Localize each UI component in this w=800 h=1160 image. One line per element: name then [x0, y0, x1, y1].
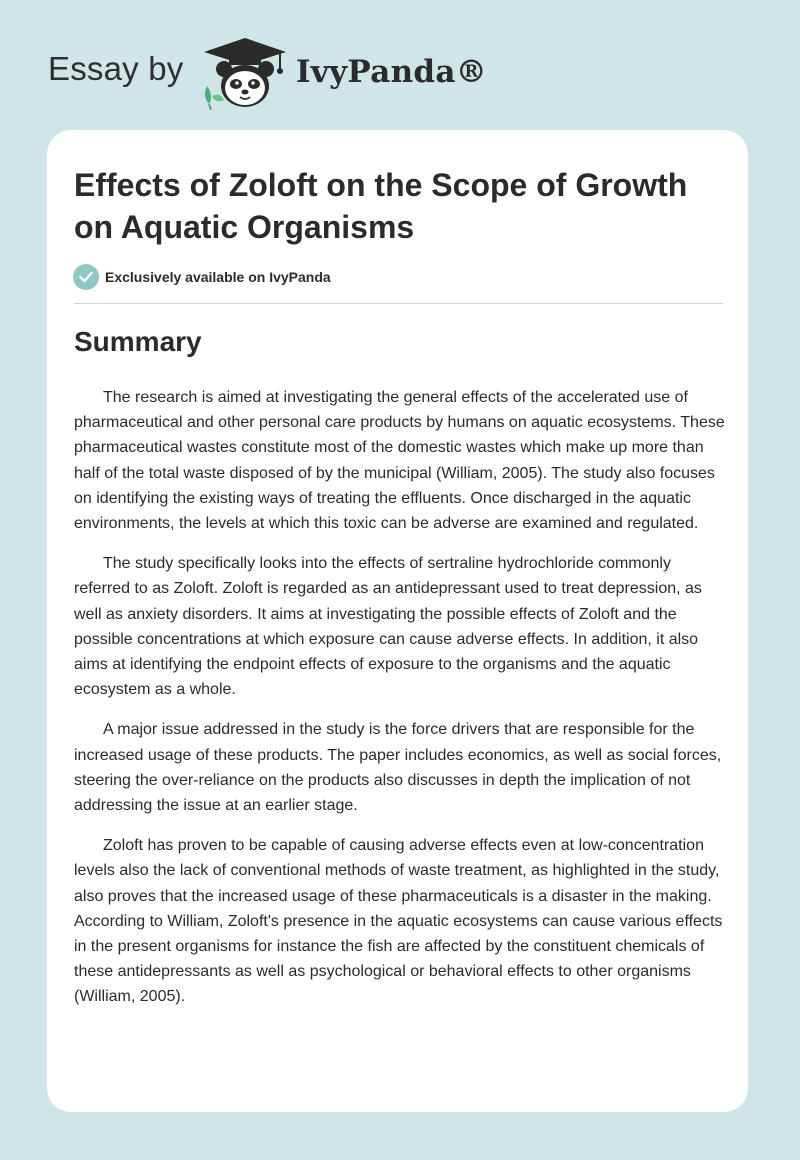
check-circle-icon	[73, 264, 99, 290]
title-divider	[74, 303, 723, 304]
brand-prefix: Essay by	[48, 50, 184, 87]
essay-card	[47, 130, 748, 1112]
essay-body	[74, 385, 726, 1025]
exclusive-badge-text: Exclusively available on IvyPanda	[105, 269, 331, 285]
site-brand[interactable]	[48, 30, 488, 110]
paragraph-1: The research is aimed at investigating the general effects of the accelerated use of pharmaceutical and other personal care products by humans on aquatic ecosystems. These pharmaceutical wastes constitute most of the domestic wastes which make up more than half of the total waste disposed of by the municipal (William, 2005). The study also focuses on identifying the existing ways of treating the effluents. Once discharged in the aquatic environments, the levels at which this toxic can be adverse are examined and regulated.	[74, 389, 725, 533]
paragraph-3: A major issue addressed in the study is the force drivers that are responsible for the increased usage of these products. The paper includes economics, as well as social forces, steering the over-reliance on the products also discusses in depth the implication of not addressing the issue at an earlier stage.	[74, 721, 722, 815]
exclusive-badge	[73, 263, 331, 291]
panda-graduate-logo-icon	[200, 34, 290, 110]
essay-title: Effects of Zoloft on the Scope of Growth on Aquatic Organisms	[74, 167, 688, 245]
paragraph-2: The study specifically looks into the effects of sertraline hydrochloride commonly referred to as Zoloft. Zoloft is regarded as an antidepressant used to treat depression, as well as anxiety disorders. It aims at investigating the possible effects of Zoloft and the possible concentrations at which exposure can cause adverse effects. In addition, it also aims at identifying the endpoint effects of exposure to the organisms and the aquatic ecosystem as a whole.	[74, 555, 702, 699]
brand-name: IvyPanda®	[296, 54, 488, 90]
summary-heading: Summary	[74, 326, 202, 357]
paragraph-4: Zoloft has proven to be capable of causing adverse effects even at low-concentration levels also the lack of conventional methods of waste treatment, as highlighted in the study, also proves that the increased usage of these pharmaceuticals is a disaster in the making. According to William, Zoloft's presence in the aquatic ecosystems can cause various effects in the present organisms for instance the fish are affected by the constituent chemicals of these antidepressants as well as psychological or behavioral effects to other organisms (William, 2005).	[74, 837, 723, 1006]
